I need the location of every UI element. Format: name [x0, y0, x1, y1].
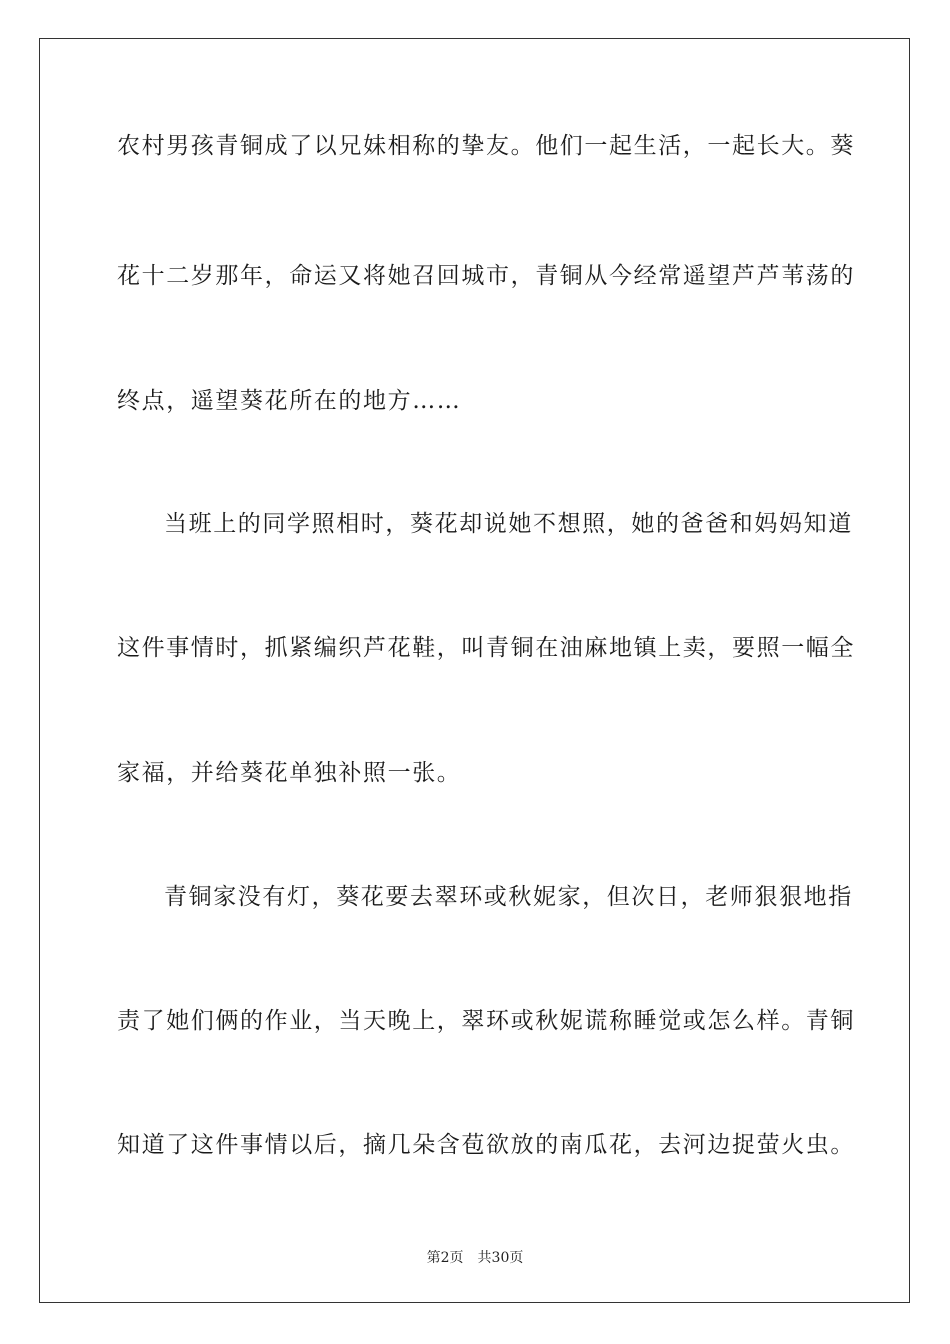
paragraph-line: 家福，并给葵花单独补照一张。: [117, 760, 462, 786]
paragraph-line: 花十二岁那年，命运又将她召回城市，青铜从今经常遥望芦芦苇荡的: [117, 263, 855, 289]
paragraph-line: 终点，遥望葵花所在的地方……: [117, 388, 462, 414]
paragraph-line: 农村男孩青铜成了以兄妹相称的挚友。他们一起生活，一起长大。葵: [117, 133, 855, 159]
paragraph-line: 当班上的同学照相时，葵花却说她不想照，她的爸爸和妈妈知道: [164, 511, 853, 537]
page-border: [39, 38, 910, 1303]
paragraph-line: 青铜家没有灯，葵花要去翠环或秋妮家，但次日，老师狠狠地指: [164, 884, 853, 910]
page-total: 共30页: [477, 1250, 524, 1266]
paragraph-line: 责了她们俩的作业，当天晚上，翠环或秋妮谎称睡觉或怎么样。青铜: [117, 1008, 855, 1034]
page-number: 第2页: [426, 1250, 464, 1266]
paragraph-line: 这件事情时，抓紧编织芦花鞋，叫青铜在油麻地镇上卖，要照一幅全: [117, 635, 855, 661]
paragraph-line: 知道了这件事情以后，摘几朵含苞欲放的南瓜花，去河边捉萤火虫。: [117, 1132, 855, 1158]
page-footer: [0, 1248, 950, 1268]
